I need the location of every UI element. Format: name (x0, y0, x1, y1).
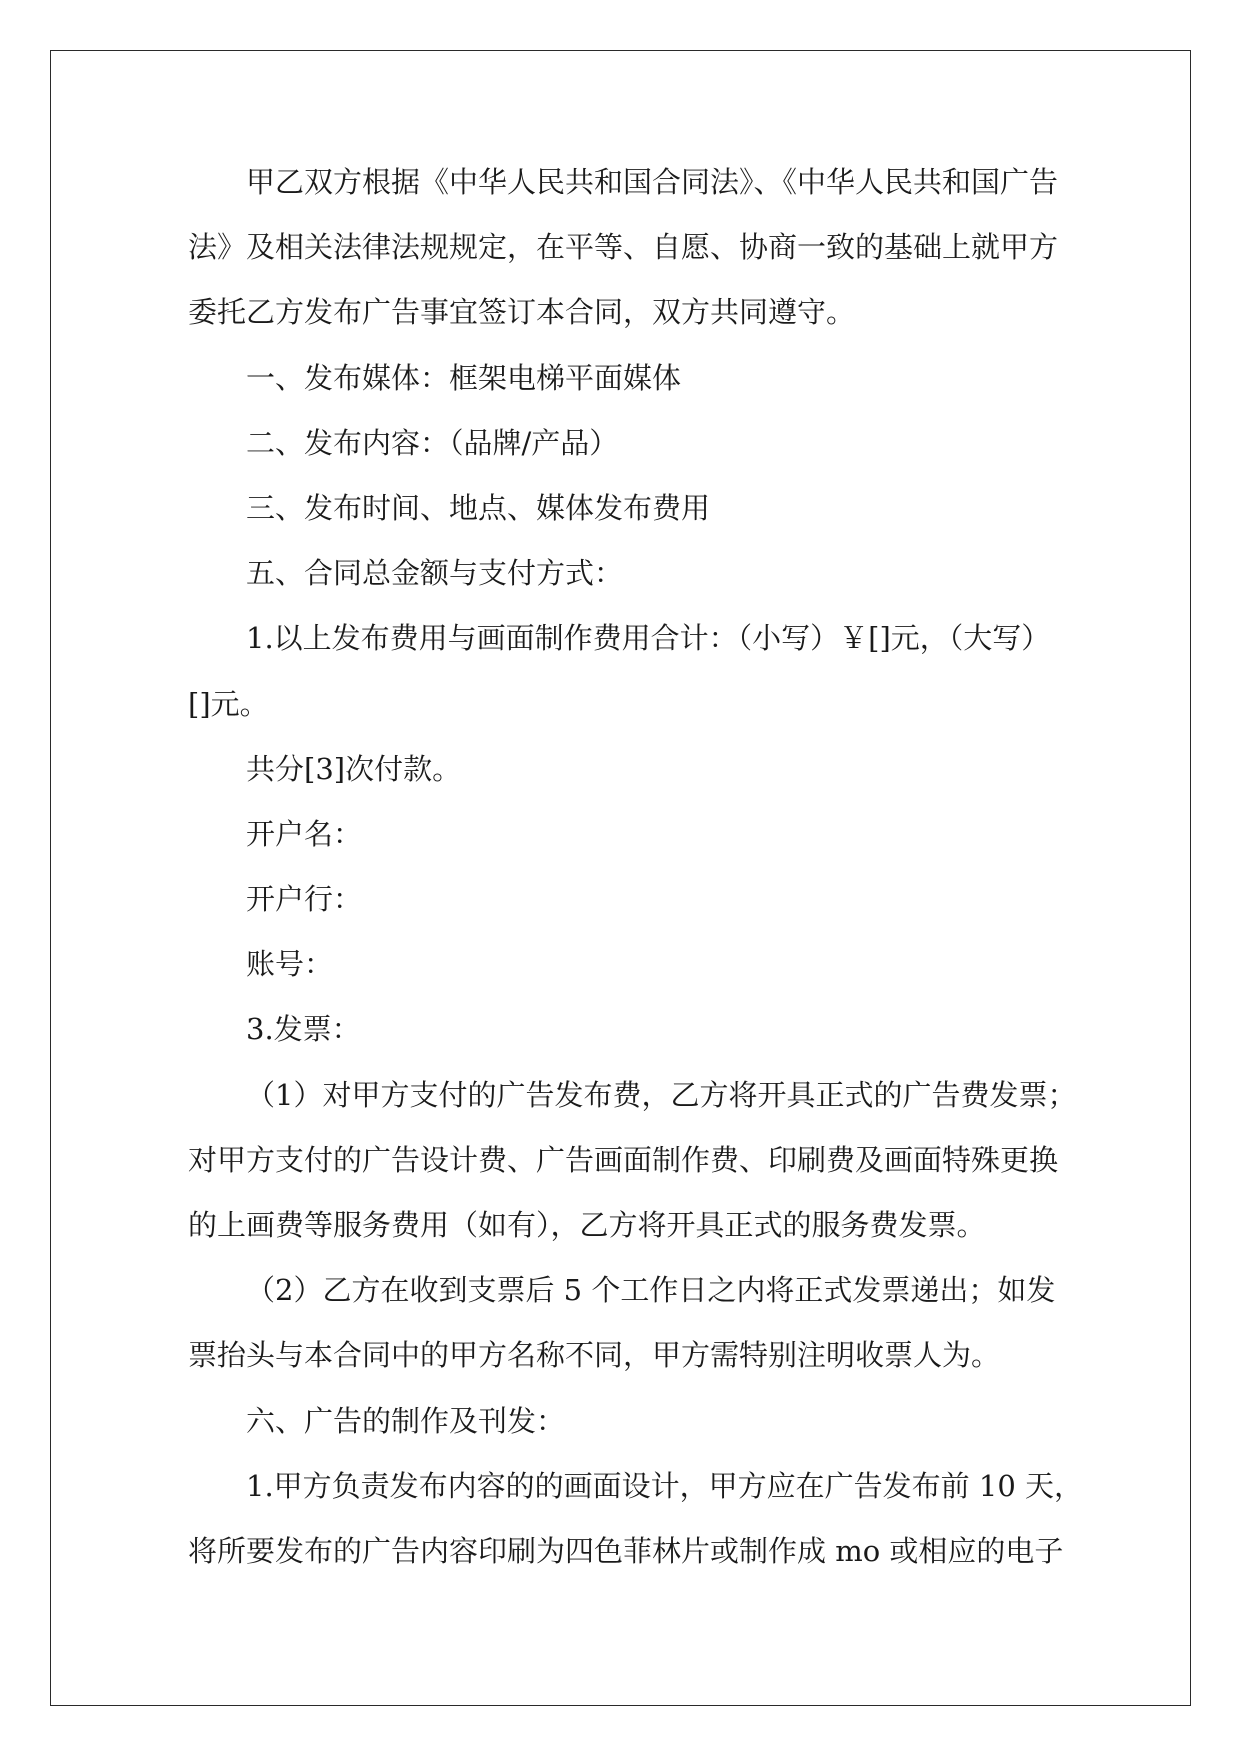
account-number-field (188, 932, 1148, 997)
text-line: 甲乙双方根据《中华人民共和国合同法》、《中华人民共和国广告 (246, 165, 1059, 199)
text-line: 共分[3]次付款。 (246, 751, 462, 786)
text-line: 开户行： (246, 882, 363, 917)
text-line: （2）乙方在收到支票后 5 个工作日之内将正式发票递出；如发 (246, 1273, 1056, 1308)
text-line: 账号： (246, 947, 334, 982)
document-body (188, 150, 1148, 1584)
clause-5-heading (188, 541, 1148, 606)
text-line: 3.发票： (246, 1012, 361, 1047)
invoice-item-1 (188, 1063, 1148, 1259)
text-line: 1.甲方负责发布内容的的画面设计，甲方应在广告发布前 10 天， (246, 1468, 1084, 1503)
payment-installments (188, 737, 1148, 802)
clause-6-heading (188, 1389, 1148, 1454)
account-bank-field (188, 867, 1148, 932)
text-line: 开户名： (246, 816, 363, 851)
text-line: []元。 (188, 686, 269, 721)
text-line: 票抬头与本合同中的甲方名称不同，甲方需特别注明收票人为。 (188, 1338, 1001, 1373)
preamble-paragraph (188, 150, 1148, 346)
text-line: 五、合同总金额与支付方式： (246, 556, 624, 591)
text-line: 将所要发布的广告内容印刷为四色菲林片或制作成 mo 或相应的电子 (188, 1533, 1064, 1568)
text-line: 法》及相关法律法规规定，在平等、自愿、协商一致的基础上就甲方 (188, 230, 1059, 265)
text-line: 委托乙方发布广告事宜签订本合同，双方共同遵守。 (188, 295, 856, 330)
text-line: 三、发布时间、地点、媒体发布费用 (246, 490, 711, 525)
payment-total-amount (188, 606, 1148, 736)
text-line: 一、发布媒体：框架电梯平面媒体 (246, 360, 682, 395)
clause-3-time-place-fees (188, 476, 1148, 541)
production-item-1 (188, 1454, 1148, 1584)
text-line: 1.以上发布费用与画面制作费用合计：（小写）￥[]元，（大写） (246, 621, 1051, 656)
invoice-heading (188, 997, 1148, 1062)
text-line: 六、广告的制作及刊发： (246, 1403, 566, 1438)
text-line: 二、发布内容：（品牌/产品） (246, 425, 619, 460)
clause-1-media (188, 346, 1148, 411)
text-line: （1）对甲方支付的广告发布费，乙方将开具正式的广告费发票； (246, 1077, 1077, 1112)
text-line: 的上画费等服务费用（如有），乙方将开具正式的服务费发票。 (188, 1208, 986, 1242)
text-line: 对甲方支付的广告设计费、广告画面制作费、印刷费及画面特殊更换 (188, 1142, 1059, 1177)
clause-2-content (188, 411, 1148, 476)
invoice-item-2 (188, 1258, 1148, 1388)
account-name-field (188, 802, 1148, 867)
